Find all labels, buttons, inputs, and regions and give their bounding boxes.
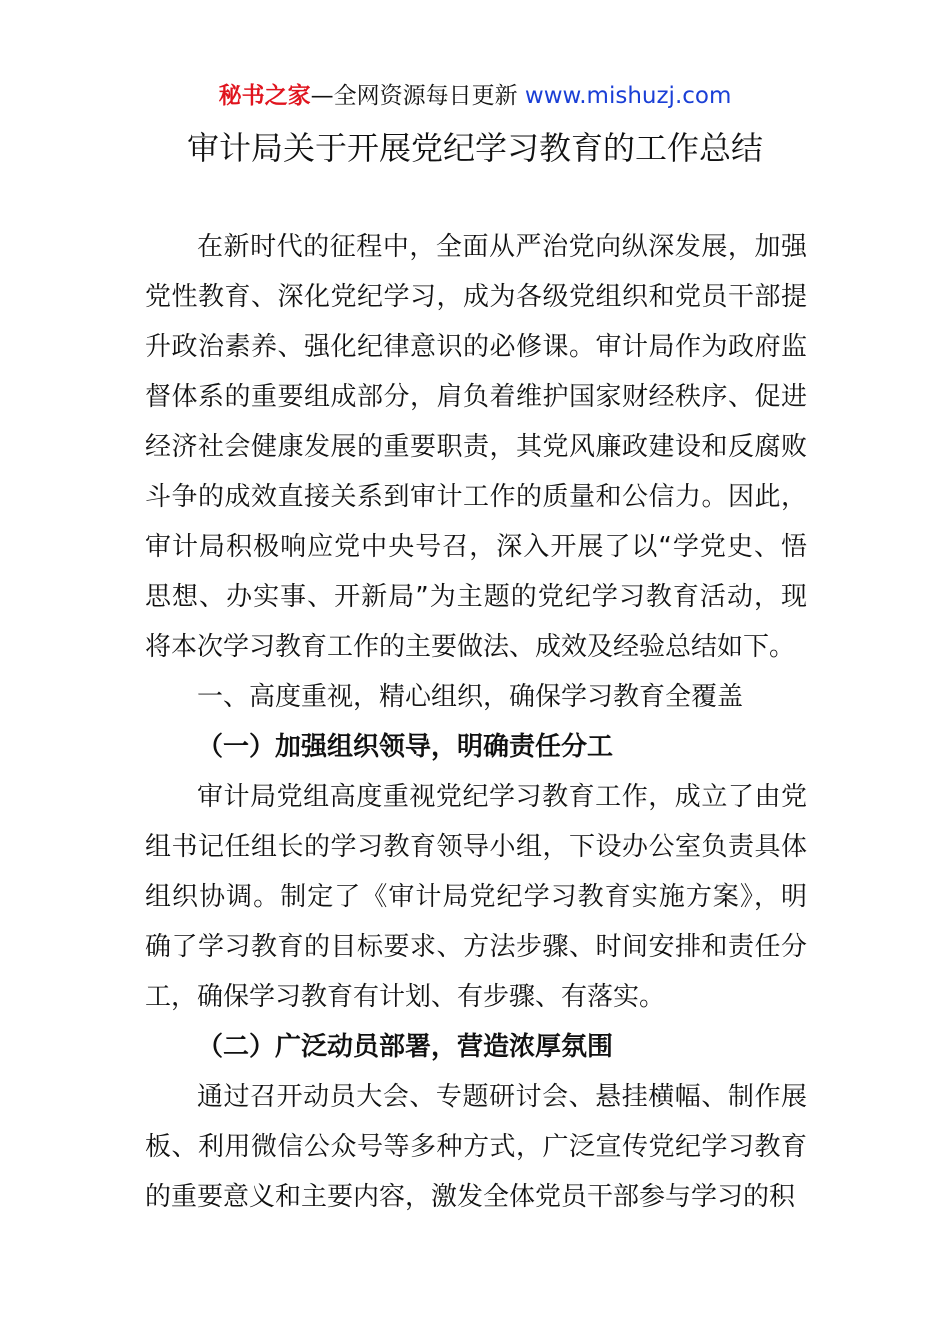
site-url-link[interactable]: www.mishuzj.com — [524, 83, 732, 109]
subsection-heading: （一）加强组织领导，明确责任分工 — [197, 732, 614, 762]
site-name: 秘书之家 — [218, 83, 311, 109]
subsection-paragraph: 审计局党组高度重视党纪学习教育工作，成立了由党组书记任组长的学习教育领导小组，下设办公室负责具体组织协调。制定了《审计局党纪学习教育实施方案》，明确了学习教育的目标要求、方法步骤、时间安排和责任分工，确保学习教育有计划、有步骤、有落实。 — [145, 782, 807, 1012]
site-header — [0, 80, 950, 112]
subsection-paragraph: 通过召开动员大会、专题研讨会、悬挂横幅、制作展板、利用微信公众号等多种方式，广泛宣传党纪学习教育的重要意义和主要内容，激发全体党员干部参与学习的积 — [145, 1082, 807, 1212]
section-heading: 一、高度重视，精心组织，确保学习教育全覆盖 — [197, 682, 744, 712]
subsection-heading: （二）广泛动员部署，营造浓厚氛围 — [197, 1032, 614, 1062]
document-body — [145, 222, 807, 1222]
intro-paragraph: 在新时代的征程中，全面从严治党向纵深发展，加强党性教育、深化党纪学习，成为各级党组织和党员干部提升政治素养、强化纪律意识的必修课。审计局作为政府监督体系的重要组成部分，肩负着维护国家财经秩序、促进经济社会健康发展的重要职责，其党风廉政建设和反腐败斗争的成效直接关系到审计工作的质量和公信力。因此，审计局积极响应党中央号召，深入开展了以“学党史、悟思想、办实事、开新局”为主题的党纪学习教育活动，现将本次学习教育工作的主要做法、成效及经验总结如下。 — [145, 232, 807, 662]
document-title: 审计局关于开展党纪学习教育的工作总结 — [186, 129, 763, 167]
site-tagline: —全网资源每日更新 — [310, 83, 518, 109]
